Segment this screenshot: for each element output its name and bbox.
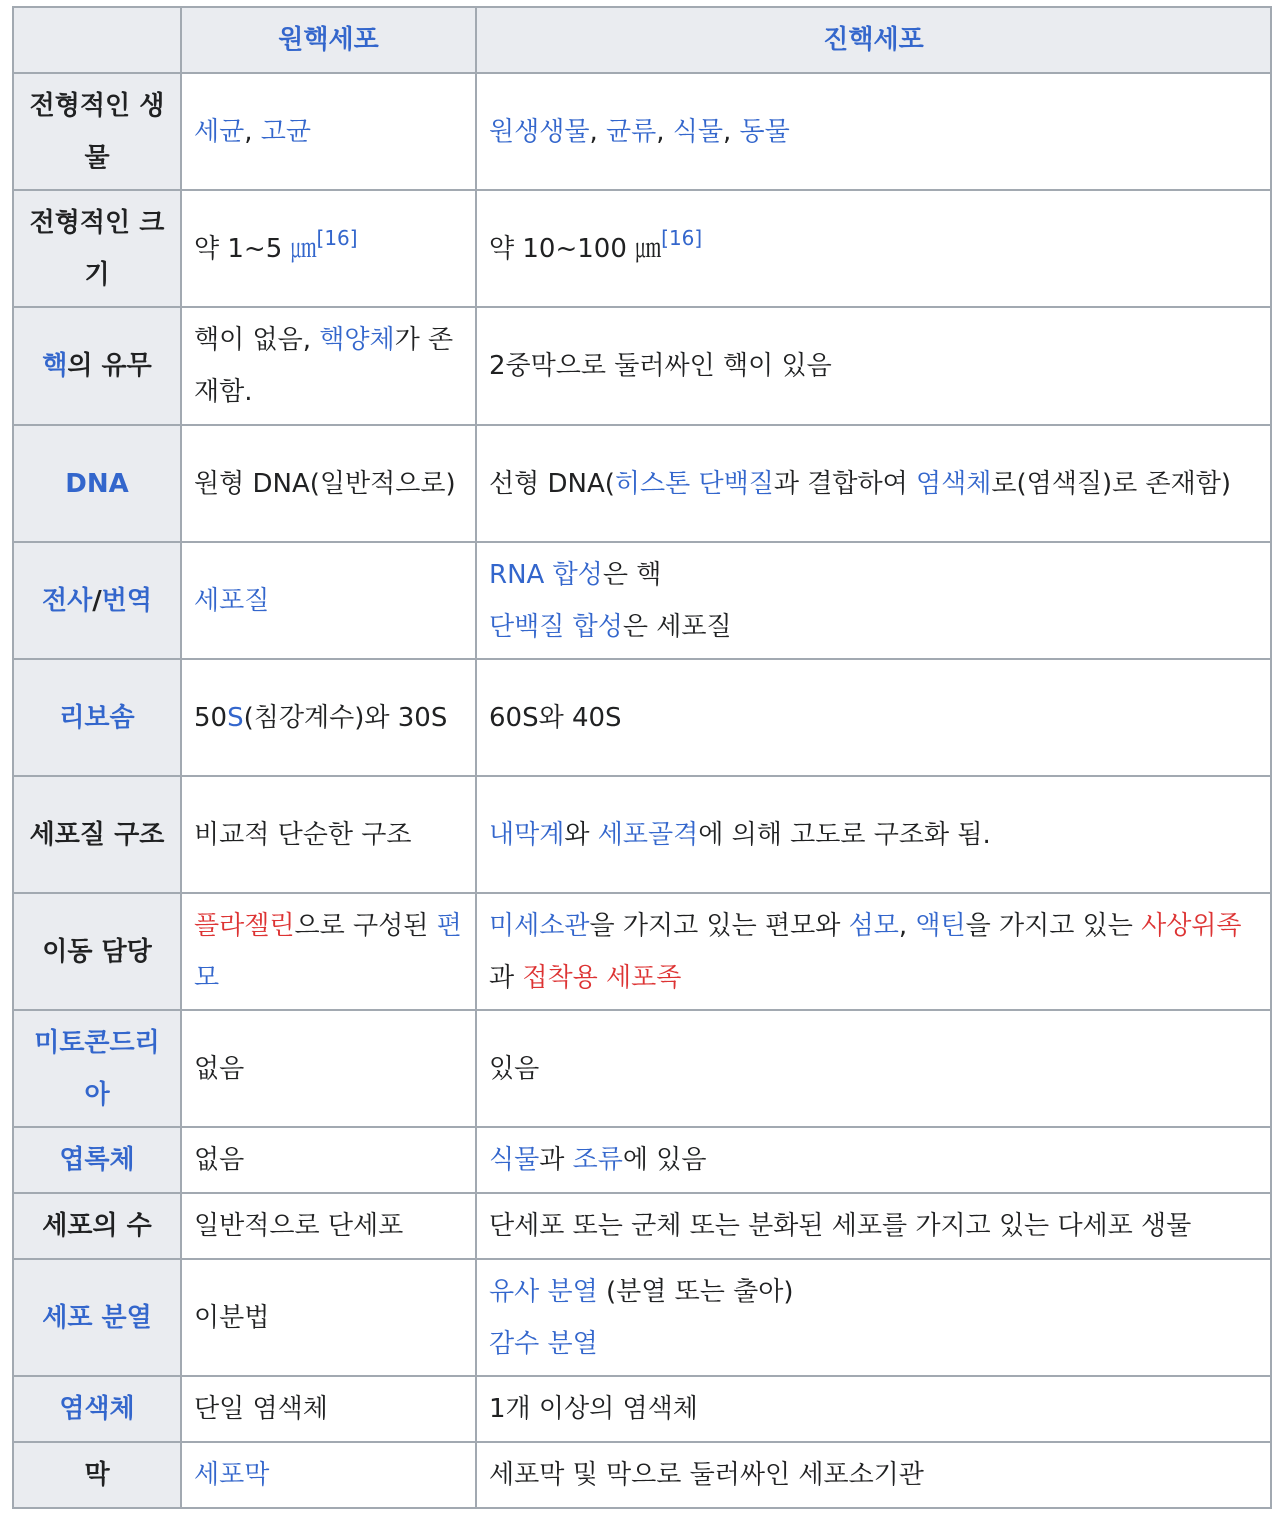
row-header-typical-organism: 전형적인 생물 xyxy=(13,73,181,190)
link-chromosome[interactable]: 염색체 xyxy=(916,468,992,499)
row-header-cell-division[interactable]: 세포 분열 xyxy=(13,1259,181,1376)
row-header-ribosome[interactable]: 리보솜 xyxy=(13,659,181,776)
eukaryote-cell: 원생생물, 균류, 식물, 동물 xyxy=(476,73,1271,190)
table-row xyxy=(13,776,1271,893)
eukaryote-cell: 약 10~100 ㎛[16] xyxy=(476,190,1271,307)
eukaryote-cell: 60S와 40S xyxy=(476,659,1271,776)
link-micrometre[interactable]: ㎛ xyxy=(290,233,317,264)
table-row xyxy=(13,307,1271,425)
link-translation[interactable]: 번역 xyxy=(101,585,152,616)
link-flagellum[interactable]: 편모 xyxy=(194,910,462,993)
prokaryote-cell xyxy=(181,542,476,659)
row-header-cytoplasm-structure: 세포질 구조 xyxy=(13,776,181,893)
prokaryote-cell: 원형 DNA(일반적으로) xyxy=(181,425,476,542)
prokaryote-cell: 없음 xyxy=(181,1127,476,1193)
table-row xyxy=(13,425,1271,542)
link-svedberg[interactable]: S xyxy=(227,702,244,733)
link-rna-synthesis[interactable]: RNA 합성 xyxy=(489,559,603,590)
eukaryote-cell: 2중막으로 둘러싸인 핵이 있음 xyxy=(476,307,1271,425)
link-archaea[interactable]: 고균 xyxy=(260,116,311,147)
prokaryote-cell: 핵이 없음, 핵양체가 존재함. xyxy=(181,307,476,425)
table-row xyxy=(13,1193,1271,1259)
eukaryote-cell: 있음 xyxy=(476,1010,1271,1127)
link-plant[interactable]: 식물 xyxy=(489,1145,540,1175)
eukaryote-cell: 선형 DNA(히스톤 단백질과 결합하여 염색체로(염색질)로 존재함) xyxy=(476,425,1271,542)
header-prokaryote[interactable]: 원핵세포 xyxy=(181,7,476,73)
link-bacteria[interactable]: 세균 xyxy=(194,116,245,147)
row-header-nucleus: 핵의 유무 xyxy=(13,307,181,425)
header-row xyxy=(13,7,1271,73)
row-header-dna[interactable]: DNA xyxy=(13,425,181,542)
row-header-membrane: 막 xyxy=(13,1442,181,1508)
link-nucleus[interactable]: 핵 xyxy=(42,351,68,381)
link-endomembrane[interactable]: 내막계 xyxy=(489,819,565,850)
link-microtubule[interactable]: 미세소관 xyxy=(489,910,590,941)
row-header-chromosome[interactable]: 염색체 xyxy=(13,1376,181,1442)
link-algae[interactable]: 조류 xyxy=(572,1145,623,1175)
link-meiosis[interactable]: 감수 분열 xyxy=(489,1328,598,1359)
link-plant[interactable]: 식물 xyxy=(672,116,723,147)
prokaryote-cell: 플라젤린으로 구성된 편모 xyxy=(181,893,476,1010)
link-protist[interactable]: 원생생물 xyxy=(489,116,590,147)
eukaryote-cell: 1개 이상의 염색체 xyxy=(476,1376,1271,1442)
corner-cell xyxy=(13,7,181,73)
link-animal[interactable]: 동물 xyxy=(739,116,790,147)
prokaryote-cell: 일반적으로 단세포 xyxy=(181,1193,476,1259)
table-row xyxy=(13,542,1271,659)
table-row xyxy=(13,659,1271,776)
link-mitosis[interactable]: 유사 분열 xyxy=(489,1276,598,1307)
citation-16[interactable]: [16] xyxy=(661,225,703,250)
eukaryote-cell: RNA 합성은 핵 단백질 합성은 세포질 xyxy=(476,542,1271,659)
prokaryote-cell: 세균, 고균 xyxy=(181,73,476,190)
link-actin[interactable]: 액틴 xyxy=(915,910,966,941)
eukaryote-cell: 단세포 또는 군체 또는 분화된 세포를 가지고 있는 다세포 생물 xyxy=(476,1193,1271,1259)
table-row xyxy=(13,1127,1271,1193)
link-cytoskeleton[interactable]: 세포골격 xyxy=(597,819,699,850)
table-row xyxy=(13,73,1271,190)
row-header-motility: 이동 담당 xyxy=(13,893,181,1010)
link-cilium[interactable]: 섬모 xyxy=(848,910,899,941)
row-header-mitochondria[interactable]: 미토콘드리아 xyxy=(13,1010,181,1127)
table-row xyxy=(13,1010,1271,1127)
row-header-typical-size: 전형적인 크기 xyxy=(13,190,181,307)
link-fungi[interactable]: 균류 xyxy=(606,116,657,147)
link-cell-membrane[interactable]: 세포막 xyxy=(194,1460,270,1490)
prokaryote-cell: 단일 염색체 xyxy=(181,1376,476,1442)
row-header-cell-count: 세포의 수 xyxy=(13,1193,181,1259)
comparison-table xyxy=(12,6,1272,1509)
eukaryote-cell: 식물과 조류에 있음 xyxy=(476,1127,1271,1193)
prokaryote-cell xyxy=(181,1442,476,1508)
eukaryote-cell: 세포막 및 막으로 둘러싸인 세포소기관 xyxy=(476,1442,1271,1508)
table-row xyxy=(13,1259,1271,1376)
row-header-transcription-translation: 전사/번역 xyxy=(13,542,181,659)
eukaryote-cell: 내막계와 세포골격에 의해 고도로 구조화 됨. xyxy=(476,776,1271,893)
link-cytoplasm[interactable]: 세포질 xyxy=(194,585,270,616)
header-eukaryote[interactable]: 진핵세포 xyxy=(476,7,1271,73)
link-flagellin[interactable]: 플라젤린 xyxy=(194,910,295,941)
prokaryote-cell: 50S(침강계수)와 30S xyxy=(181,659,476,776)
table-row xyxy=(13,1376,1271,1442)
link-protein-synthesis[interactable]: 단백질 합성 xyxy=(489,611,623,642)
prokaryote-cell: 비교적 단순한 구조 xyxy=(181,776,476,893)
eukaryote-cell: 유사 분열 (분열 또는 출아) 감수 분열 xyxy=(476,1259,1271,1376)
prokaryote-cell: 이분법 xyxy=(181,1259,476,1376)
prokaryote-cell: 없음 xyxy=(181,1010,476,1127)
link-focal-adhesion[interactable]: 접착용 세포족 xyxy=(522,962,682,993)
link-transcription[interactable]: 전사 xyxy=(42,585,93,616)
table-row xyxy=(13,893,1271,1010)
prokaryote-cell: 약 1~5 ㎛[16] xyxy=(181,190,476,307)
citation-16[interactable]: [16] xyxy=(316,225,358,250)
eukaryote-cell: 미세소관을 가지고 있는 편모와 섬모, 액틴을 가지고 있는 사상위족과 접착용 세포족 xyxy=(476,893,1271,1010)
link-histone[interactable]: 히스톤 단백질 xyxy=(614,468,774,499)
row-header-chloroplast[interactable]: 엽록체 xyxy=(13,1127,181,1193)
table-row xyxy=(13,190,1271,307)
link-filopodia[interactable]: 사상위족 xyxy=(1141,910,1242,941)
link-nucleoid[interactable]: 핵양체 xyxy=(319,325,395,355)
table-row xyxy=(13,1442,1271,1508)
